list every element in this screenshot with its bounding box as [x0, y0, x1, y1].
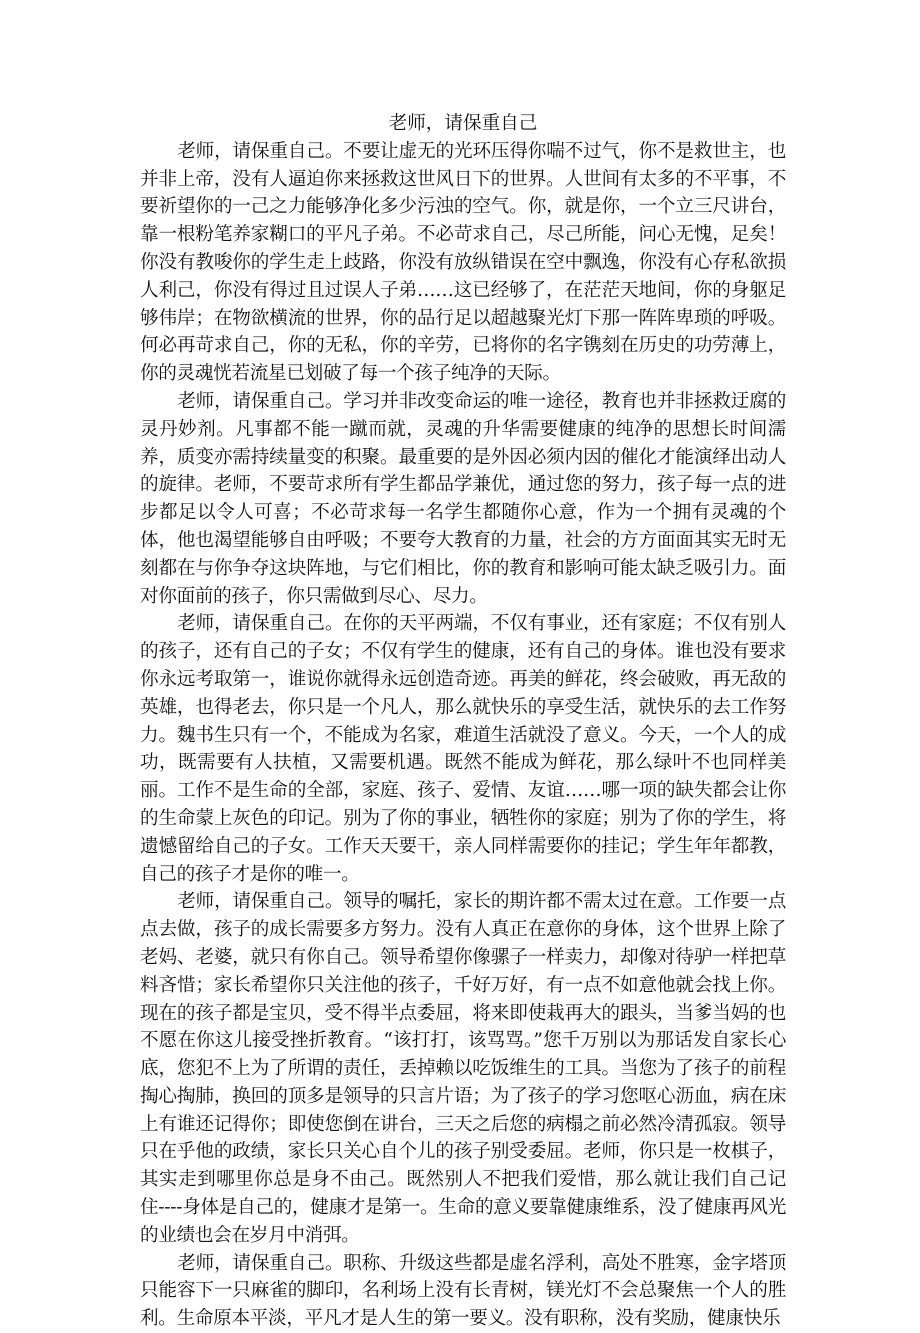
- paragraph-3: 老师，请保重自己。在你的天平两端，不仅有事业，还有家庭；不仅有别人的孩子，还有自己的子女；不仅有学生的健康，还有自己的身体。谁也没有要求你永远考取第一，谁说你就得永远创造奇迹。再美的鲜花，终会破败，再无敌的英雄，也得老去，你只是一个凡人，那么就快乐的享受生活，就快乐的去工作努力。魏书生只有一个，不能成为名家，难道生活就没了意义。今天，一个人的成功，既需要有人扶植，又需要机遇。既然不能成为鲜花，那么绿叶不也同样美丽。工作不是生命的全部，家庭、孩子、爱情、友谊……哪一项的缺失都会让你的生命蒙上灰色的印记。别为了你的事业，牺牲你的家庭；别为了你的学生，将遗憾留给自己的子女。工作天天要干，亲人同样需要你的挂记；学生年年都教，自己的孩子才是你的唯一。: [140, 613, 786, 885]
- document-page: [140, 110, 786, 1333]
- paragraph-2: 老师，请保重自己。学习并非改变命运的唯一途径，教育也并非拯救迂腐的灵丹妙剂。凡事都不能一蹴而就，灵魂的升华需要健康的纯净的思想长时间濡养，质变亦需持续量变的积聚。最重要的是外因必须内因的催化才能演绎出动人的旋律。老师，不要苛求所有学生都品学兼优，通过您的努力，孩子每一点的进步都足以令人可喜；不必苛求每一名学生都随你心意，作为一个拥有灵魂的个体，他也渴望能够自由呼吸；不要夸大教育的力量，社会的方方面面其实无时无刻都在与你争夺这块阵地，与它们相比，你的教育和影响可能太缺乏吸引力。面对你面前的孩子，你只需做到尽心、尽力。: [140, 390, 786, 607]
- paragraph-4: 老师，请保重自己。领导的嘱托，家长的期许都不需太过在意。工作要一点点去做，孩子的成长需要多方努力。没有人真正在意你的身体，这个世界上除了老妈、老婆，就只有你自己。领导希望你像骡子一样卖力，却像对待驴一样把草料吝惜；家长希望你只关注他的孩子，千好万好，有一点不如意他就会找上你。现在的孩子都是宝贝，受不得半点委屈，将来即使栽再大的跟头，当爹当妈的也不愿在你这儿接受挫折教育。“该打打，该骂骂。”您千万别以为那话发自家长心底，您犯不上为了所谓的责任，丢掉赖以吃饭维生的工具。当您为了孩子的前程掏心掏肺，换回的顶多是领导的只言片语；为了孩子的学习您呕心沥血，病在床上有谁还记得你；即使您倒在讲台，三天之后您的病榻之前必然冷清孤寂。领导只在乎他的政绩，家长只关心自个儿的孩子别受委屈。老师，你只是一枚棋子，其实走到哪里你总是身不由己。既然别人不把我们爱惜，那么就让我们自己记住----身体是自己的，健康才是第一。生命的意义要靠健康维系，没了健康再风光的业绩也会在岁月中消弭。: [140, 891, 786, 1246]
- paragraph-1: 老师，请保重自己。不要让虚无的光环压得你喘不过气，你不是救世主，也并非上帝，没有人逼迫你来拯救这世风日下的世界。人世间有太多的不平事，不要祈望你的一己之力能够净化多少污浊的空气。你，就是你，一个立三尺讲台，靠一根粉笔养家糊口的平凡子弟。不必苛求自己，尽己所能，问心无愧，足矣！你没有教唆你的学生走上歧路，你没有放纵错误在空中飘逸，你没有心存私欲损人利己，你没有得过且过误人子弟……这已经够了，在茫茫天地间，你的身躯足够伟岸；在物欲横流的世界，你的品行足以超越聚光灯下那一阵阵卑琐的呼吸。何必再苛求自己，你的无私，你的辛劳，已将你的名字镌刻在历史的功劳薄上，你的灵魂恍若流星已划破了每一个孩子纯净的天际。: [140, 140, 786, 385]
- paragraph-5: 老师，请保重自己。职称、升级这些都是虚名浮利，高处不胜寒，金字塔顶只能容下一只麻雀的脚印，名利场上没有长青树，镁光灯不会总聚焦一个人的胜利。生命原本平淡，平凡才是人生的第一要义。没有职称，没有奖励，健康快乐: [140, 1252, 786, 1330]
- document-title: 老师，请保重自己: [388, 113, 538, 134]
